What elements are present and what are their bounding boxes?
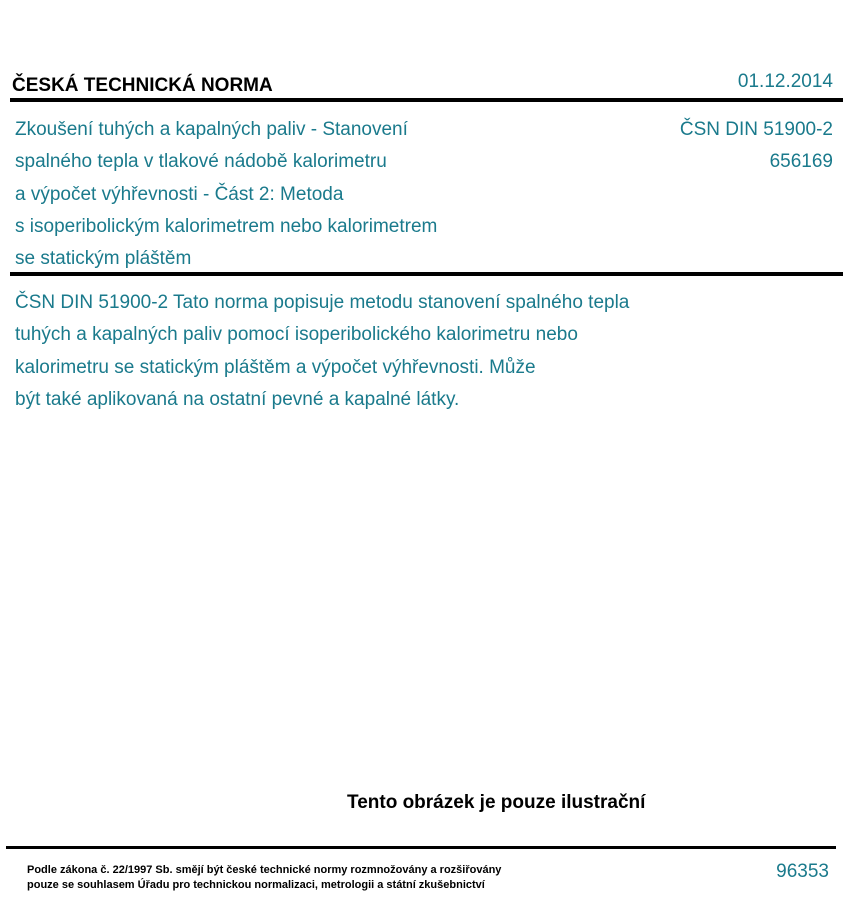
- legal-notice-line: pouze se souhlasem Úřadu pro technickou normalizaci, metrologii a státní zkušebnictví: [27, 879, 485, 891]
- standard-title-line: se statickým pláštěm: [15, 248, 192, 270]
- illustration-note: Tento obrázek je pouze ilustrační: [347, 792, 646, 813]
- header-divider: [10, 98, 843, 102]
- title-divider: [10, 272, 843, 276]
- standard-title-line: Zkoušení tuhých a kapalných paliv - Stanovení: [15, 119, 408, 140]
- legal-notice: [27, 863, 501, 893]
- standard-title-line: s isoperibolickým kalorimetrem nebo kalorimetrem: [15, 215, 438, 237]
- footer-divider: [6, 846, 836, 849]
- abstract-line: ČSN DIN 51900-2 Tato norma popisuje metodu stanovení spalného tepla: [15, 292, 630, 313]
- publication-date: 01.12.2014: [737, 71, 833, 92]
- standard-code: ČSN DIN 51900-2: [679, 119, 833, 140]
- legal-notice-line: Podle zákona č. 22/1997 Sb. smějí být české technické normy rozmnožovány a rozšiřovány: [27, 864, 502, 876]
- product-id: 96353: [776, 861, 829, 882]
- abstract-text: [15, 287, 735, 416]
- abstract-line: být také aplikovaná na ostatní pevné a kapalné látky.: [15, 388, 460, 410]
- abstract-line: tuhých a kapalných paliv pomocí isoperibolického kalorimetru nebo: [15, 324, 578, 346]
- abstract-line: kalorimetru se statickým pláštěm a výpočet výhřevnosti. Může: [15, 356, 536, 378]
- catalog-number: 656169: [769, 151, 833, 172]
- document-heading: ČESKÁ TECHNICKÁ NORMA: [12, 75, 273, 96]
- standard-title-line: a výpočet výhřevnosti - Část 2: Metoda: [15, 183, 344, 205]
- standard-title-line: spalného tepla v tlakové nádobě kalorimetru: [15, 151, 387, 173]
- standard-title: [15, 114, 535, 275]
